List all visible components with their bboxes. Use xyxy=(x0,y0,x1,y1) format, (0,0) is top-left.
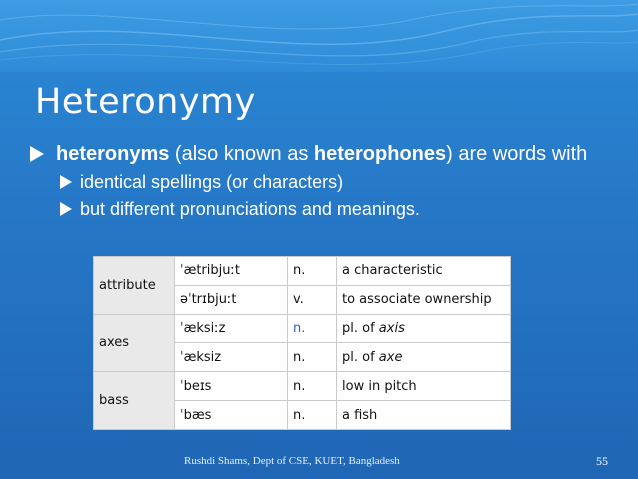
table-row xyxy=(94,314,511,343)
pronunciation-cell: əˈtrɪbjuːt xyxy=(175,285,288,314)
page-number: 55 xyxy=(596,454,608,468)
pronunciation-cell: ˈætribjuːt xyxy=(175,257,288,286)
bullet-list xyxy=(28,142,618,221)
pronunciation-cell: ˈæksiːz xyxy=(175,314,288,343)
meaning-cell xyxy=(337,343,511,372)
term-heterophones: heterophones xyxy=(313,143,447,165)
pos-cell: n. xyxy=(288,343,337,372)
meaning-cell: a characteristic xyxy=(337,257,511,286)
bullet-main xyxy=(28,142,618,167)
arrow-bullet-icon xyxy=(60,175,72,189)
term-heteronyms: heteronyms xyxy=(56,143,170,165)
pos-cell: n. xyxy=(288,257,337,286)
pos-link[interactable]: n. xyxy=(288,314,337,343)
arrow-bullet-icon xyxy=(60,202,72,216)
meaning-italic: axe xyxy=(378,349,403,365)
bullet-main-text2: ) are words with xyxy=(446,143,588,165)
meaning-cell: a fish xyxy=(337,401,511,430)
meaning-prefix: pl. of xyxy=(342,321,379,337)
pos-cell: n. xyxy=(288,372,337,401)
meaning-cell: to associate ownership xyxy=(337,285,511,314)
meaning-cell xyxy=(337,314,511,343)
sub-bullet xyxy=(28,171,618,194)
pronunciation-cell: ˈbæs xyxy=(175,401,288,430)
pronunciation-cell: ˈbeɪs xyxy=(175,372,288,401)
sub-bullet-text: but different pronunciations and meanings. xyxy=(80,199,420,219)
bullet-main-text1: (also known as xyxy=(169,143,314,165)
meaning-cell: low in pitch xyxy=(337,372,511,401)
word-cell: attribute xyxy=(94,257,175,315)
word-cell: bass xyxy=(94,372,175,430)
heteronym-table xyxy=(93,256,511,430)
sub-bullet xyxy=(28,198,618,221)
table-row xyxy=(94,372,511,401)
meaning-prefix: pl. of xyxy=(342,349,379,365)
pos-cell: n. xyxy=(288,401,337,430)
meaning-italic: axis xyxy=(378,321,405,337)
pronunciation-cell: ˈæksiz xyxy=(175,343,288,372)
table-row xyxy=(94,257,511,286)
word-cell: axes xyxy=(94,314,175,372)
pos-cell: v. xyxy=(288,285,337,314)
slide-footer: Rushdi Shams, Dept of CSE, KUET, Bangladesh xyxy=(184,455,400,467)
slide-title: Heteronymy xyxy=(35,82,256,122)
header-wave-decoration xyxy=(0,0,638,72)
header-band xyxy=(0,0,638,72)
arrow-bullet-icon xyxy=(30,146,44,162)
sub-bullet-text: identical spellings (or characters) xyxy=(80,172,344,192)
